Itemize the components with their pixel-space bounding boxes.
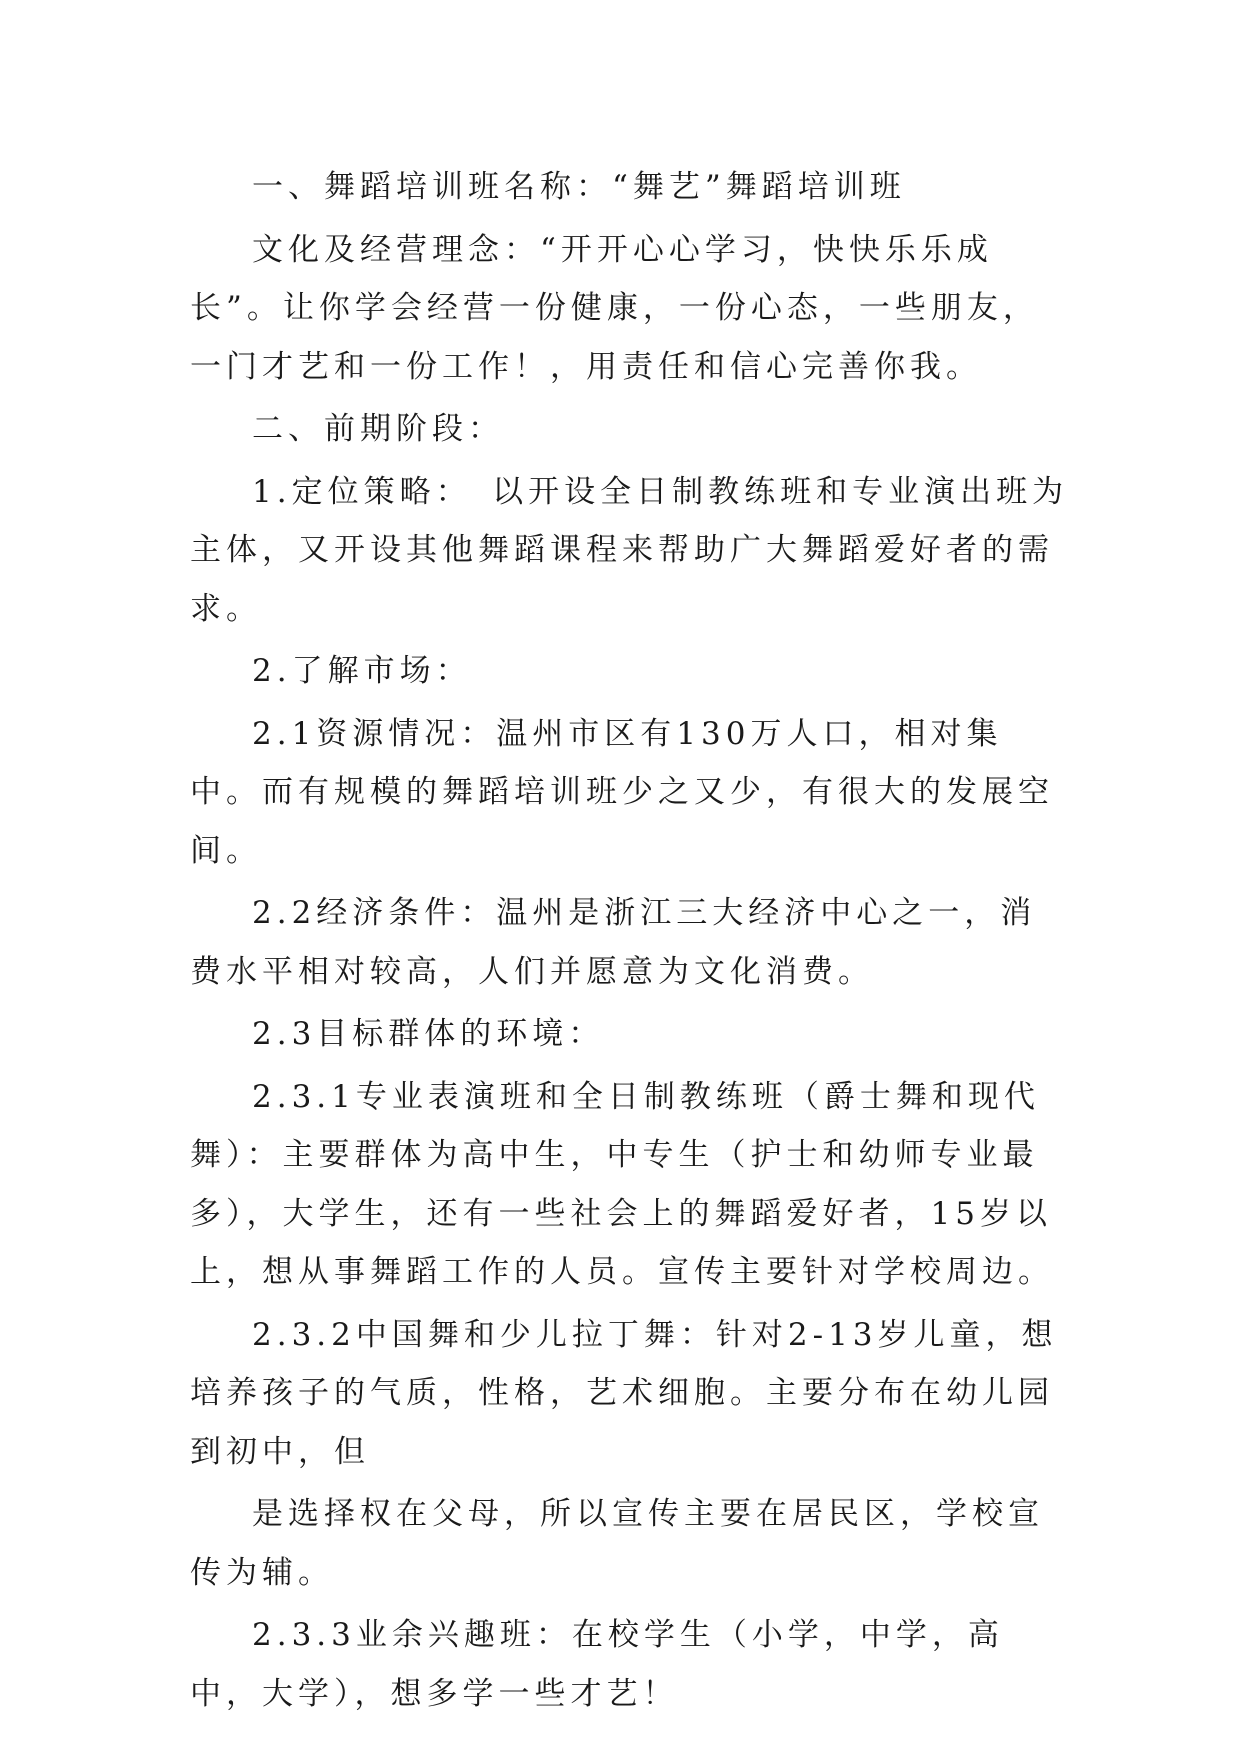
heading-early-stage: 二、前期阶段：: [252, 411, 504, 447]
heading-target-groups: 2.3目标群体的环境：: [252, 1016, 605, 1052]
paragraph-positioning: 1.定位策略： 以开设全日制教练班和专业演出班为主体，又开设其他舞蹈课程来帮助广大舞蹈爱好者的需求。: [190, 473, 1069, 627]
paragraph-hobby-class: 2.3.3业余兴趣班：在校学生（小学，中学，高中，大学），想多学一些才艺！: [190, 1617, 1004, 1712]
heading-class-name: 一、舞蹈培训班名称：“舞艺”舞蹈培训班: [252, 169, 906, 205]
paragraph-philosophy: 文化及经营理念：“开开心心学习，快快乐乐成长”。让你学会经营一份健康，一份心态，一些朋友，一门才艺和一份工作！，用责任和信心完善你我。: [190, 231, 1039, 385]
paragraph-economy: 2.2经济条件：温州是浙江三大经济中心之一，消费水平相对较高，人们并愿意为文化消费。: [190, 895, 1037, 990]
paragraph-pro-class: 2.3.1专业表演班和全日制教练班（爵士舞和现代舞）：主要群体为高中生，中专生（护士和幼师专业最多），大学生，还有一些社会上的舞蹈爱好者，15岁以上，想从事舞蹈工作的人员。宣传主要针对学校周边。: [190, 1078, 1054, 1290]
paragraph-children-class: 2.3.2中国舞和少儿拉丁舞：针对2-13岁儿童，想培养孩子的气质，性格，艺术细胞。主要分布在幼儿园到初中，但: [190, 1316, 1058, 1470]
paragraph-resources: 2.1资源情况：温州市区有130万人口，相对集中。而有规模的舞蹈培训班少之又少，有很大的发展空间。: [190, 715, 1054, 869]
heading-market: 2.了解市场：: [252, 653, 472, 689]
paragraph-children-class-cont: 是选择权在父母，所以宣传主要在居民区，学校宣传为辅。: [190, 1496, 1044, 1591]
document-body: [190, 158, 1070, 1727]
